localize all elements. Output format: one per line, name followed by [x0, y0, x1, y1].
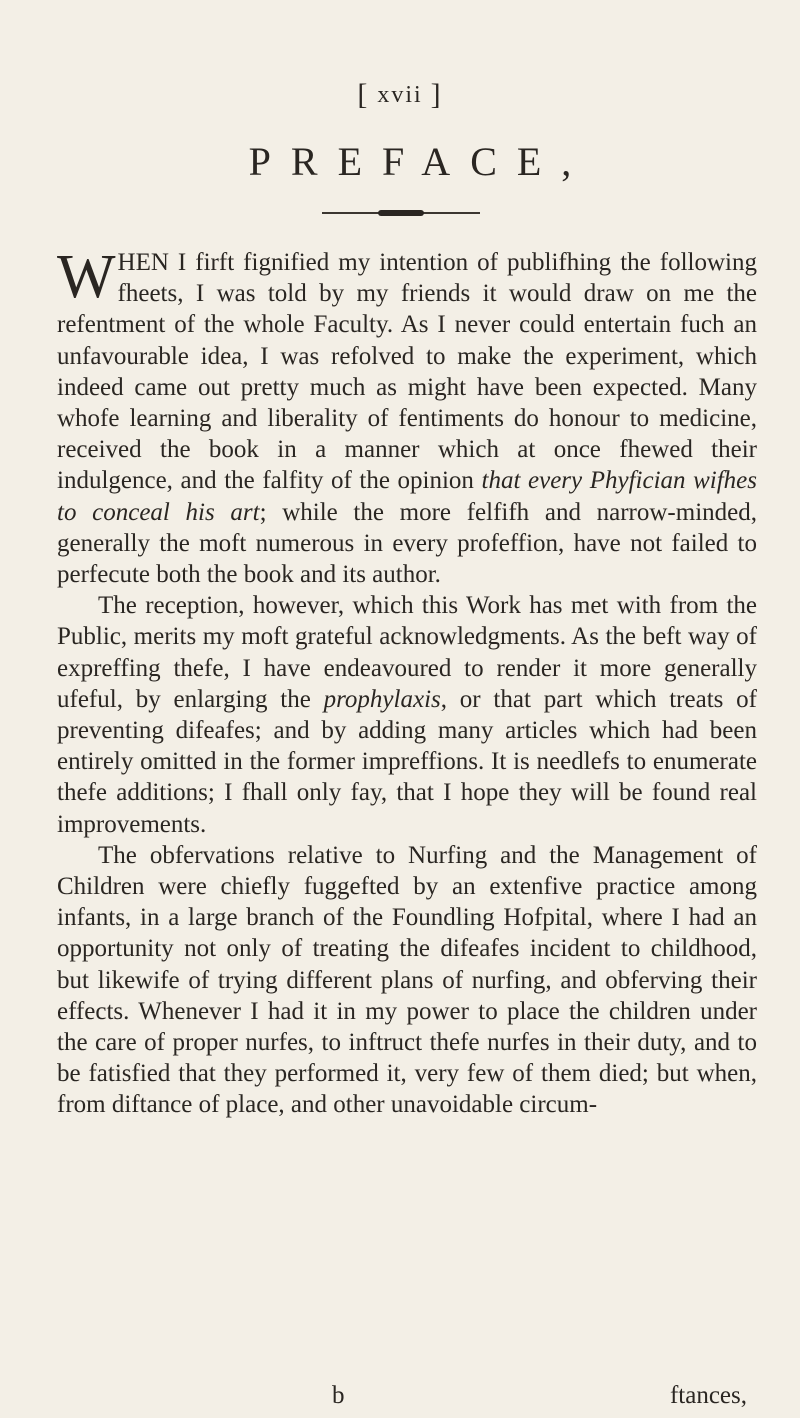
page-number [0, 78, 800, 112]
paragraph-1 [57, 243, 757, 590]
paragraph-2-text-a: The reception, however, which this Work has met with from the Public, merits my moft grateful acknowledgments. As the beft way of expreffing thefe, I have endeavoured to render it more generally ufeful, by enlarging the [57, 592, 757, 713]
left-bracket: [ [357, 78, 370, 111]
paragraph-1-italic: that every Phyfician wifhes to conceal his art [57, 467, 757, 526]
right-bracket: ] [430, 78, 443, 111]
paragraph-1-text-b: ; while the more felfifh and narrow-minded, generally the moft numerous in every profeffion, have not failed to perfecute both the book and its author. [57, 498, 757, 589]
rule-ornament-icon [378, 210, 424, 216]
paragraph-3-text: The obfervations relative to Nurfing and the Management of Children were chiefly fuggefted by an extenfive practice among infants, in a large branch of the Foundling Hofpital, where I had an opportunity not only of treating the difeafes incident to childhood, but likewife of trying different plans of nurfing, and obferving their effects. Whenever I had it in my power to place the children under the care of proper nurfes, to inftruct thefe nurfes in their duty, and to be fatisfied that they performed it, very few of them died; but when, from diftance of place, and other unavoidable circum- [57, 841, 757, 1119]
drop-cap: W [57, 243, 116, 311]
paragraph-3 [57, 840, 757, 1121]
ornamental-rule [322, 212, 480, 214]
paragraph-2-text-b: , or that part which treats of preventing difeafes; and by adding many articles which had been entirely omitted in the former impreffions. It is needlefs to enumerate thefe additions; I fhall only fay, that I hope they will be found real improvements. [57, 685, 757, 838]
signature-mark: b [332, 1382, 345, 1409]
paragraph-2-italic: prophylaxis [323, 685, 441, 713]
paragraph-2 [57, 590, 757, 840]
catchword: ftances, [669, 1382, 747, 1409]
body-text [57, 243, 757, 1121]
page-number-text: xvii [377, 82, 423, 108]
preface-heading: PREFACE, [248, 139, 592, 184]
paragraph-1-text-a: HEN I firft fignified my intention of publifhing the following fheets, I was told by my friends it would draw on me the refentment of the whole Faculty. As I never could entertain fuch an unfavourable idea, I was refolved to make the experiment, which indeed came out pretty much as might have been expected. Many whofe learning and liberality of fentiments do honour to medicine, received the book in a manner which at once fhewed their indulgence, and the falfity of the opinion [57, 249, 757, 495]
